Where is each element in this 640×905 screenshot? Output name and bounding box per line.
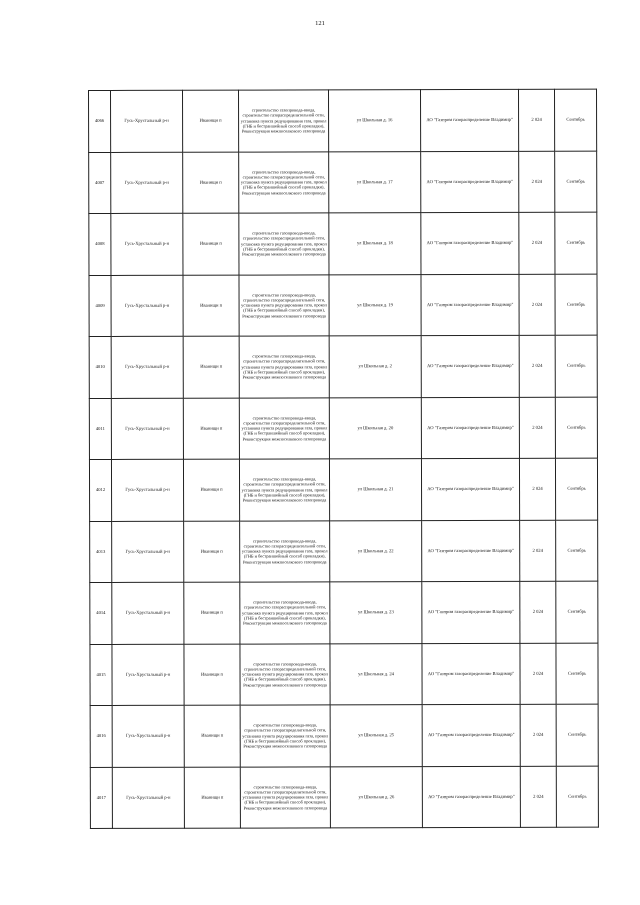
organization-cell: АО "Газпром газораспределение Владимир" [421, 335, 519, 397]
organization-cell: АО "Газпром газораспределение Владимир" [422, 704, 520, 766]
organization-cell: АО "Газпром газораспределение Владимир" [421, 212, 519, 274]
month-cell: Сентябрь [555, 151, 597, 213]
row-number-cell: 4017 [90, 767, 112, 829]
row-number-cell: 4012 [89, 459, 111, 521]
gasification-table [88, 89, 599, 829]
district-cell: Гусь-Хрустальный р-н [112, 644, 184, 706]
work-description-cell: строительство газопровода-ввода, строительство газораспределительной сети, установка пункта редуцирования газа, прокол (ГНБ и бестраншейный способ прокладки), Реконструкция межпоселкового газопровода [239, 90, 329, 152]
year-cell: 2 024 [520, 704, 556, 766]
table-row [89, 151, 597, 214]
year-cell: 2 024 [520, 643, 556, 705]
table-row [90, 766, 598, 829]
settlement-cell: Иванищи п [184, 644, 240, 706]
district-cell: Гусь-Хрустальный р-н [112, 767, 184, 829]
settlement-cell: Иванищи п [183, 90, 239, 152]
year-cell: 2 024 [519, 458, 555, 520]
district-cell: Гусь-Хрустальный р-н [111, 90, 183, 152]
table-row [89, 335, 597, 398]
year-cell: 2 024 [519, 151, 555, 213]
table-row [89, 397, 597, 460]
settlement-cell: Иванищи п [184, 705, 240, 767]
address-cell: ул Школьная д. 22 [330, 520, 422, 582]
address-cell: ул Школьная д. 19 [329, 274, 421, 336]
month-cell: Сентябрь [556, 581, 598, 643]
year-cell: 2 024 [519, 212, 555, 274]
address-cell: ул Школьная д. 18 [329, 213, 421, 275]
organization-cell: АО "Газпром газораспределение Владимир" [421, 397, 519, 459]
month-cell: Сентябрь [556, 704, 598, 766]
settlement-cell: Иванищи п [183, 336, 239, 398]
address-cell: ул Школьная д. 26 [330, 766, 422, 828]
settlement-cell: Иванищи п [183, 275, 239, 337]
organization-cell: АО "Газпром газораспределение Владимир" [422, 581, 520, 643]
organization-cell: АО "Газпром газораспределение Владимир" [421, 151, 519, 213]
month-cell: Сентябрь [556, 520, 598, 582]
district-cell: Гусь-Хрустальный р-н [112, 521, 184, 583]
work-description-cell: строительство газопровода-ввода, строительство газораспределительной сети, установка пункта редуцирования газа, прокол (ГНБ и бестраншейный способ прокладки), Реконструкция межпоселкового газопровода [239, 397, 329, 459]
organization-cell: АО "Газпром газораспределение Владимир" [422, 520, 520, 582]
year-cell: 2 024 [520, 520, 556, 582]
address-cell: ул Школьная д. 20 [329, 397, 421, 459]
work-description-cell: строительство газопровода-ввода, строительство газораспределительной сети, установка пункта редуцирования газа, прокол (ГНБ и бестраншейный способ прокладки), Реконструкция межпоселкового газопровода [239, 336, 329, 398]
table-body [89, 89, 599, 828]
month-cell: Сентябрь [555, 397, 597, 459]
work-description-cell: строительство газопровода-ввода, строительство газораспределительной сети, установка пункта редуцирования газа, прокол (ГНБ и бестраншейный способ прокладки), Реконструкция межпоселкового газопровода [239, 274, 329, 336]
work-description-cell: строительство газопровода-ввода, строительство газораспределительной сети, установка пункта редуцирования газа, прокол (ГНБ и бестраншейный способ прокладки), Реконструкция межпоселкового газопровода [239, 151, 329, 213]
organization-cell: АО "Газпром газораспределение Владимир" [421, 458, 519, 520]
row-number-cell: 4011 [89, 398, 111, 460]
settlement-cell: Иванищи п [184, 582, 240, 644]
table-row [90, 643, 598, 706]
district-cell: Гусь-Хрустальный р-н [111, 336, 183, 398]
settlement-cell: Иванищи п [183, 152, 239, 214]
row-number-cell: 4016 [90, 705, 112, 767]
work-description-cell: строительство газопровода-ввода, строительство газораспределительной сети, установка пункта редуцирования газа, прокол (ГНБ и бестраншейный способ прокладки), Реконструкция межпоселкового газопровода [240, 766, 330, 828]
month-cell: Сентябрь [555, 458, 597, 520]
district-cell: Гусь-Хрустальный р-н [111, 398, 183, 460]
page-number: 121 [315, 20, 325, 27]
settlement-cell: Иванищи п [184, 767, 240, 829]
district-cell: Гусь-Хрустальный р-н [112, 705, 184, 767]
year-cell: 2 024 [519, 397, 555, 459]
district-cell: Гусь-Хрустальный р-н [111, 275, 183, 337]
work-description-cell: строительство газопровода-ввода, строительство газораспределительной сети, установка пункта редуцирования газа, прокол (ГНБ и бестраншейный способ прокладки), Реконструкция межпоселкового газопровода [239, 459, 329, 521]
year-cell: 2 024 [519, 335, 555, 397]
settlement-cell: Иванищи п [183, 398, 239, 460]
district-cell: Гусь-Хрустальный р-н [112, 582, 184, 644]
work-description-cell: строительство газопровода-ввода, строительство газораспределительной сети, установка пункта редуцирования газа, прокол (ГНБ и бестраншейный способ прокладки), Реконструкция межпоселкового газопровода [240, 582, 330, 644]
organization-cell: АО "Газпром газораспределение Владимир" [422, 643, 520, 705]
month-cell: Сентябрь [554, 89, 596, 151]
month-cell: Сентябрь [555, 212, 597, 274]
address-cell: ул Школьная д. 25 [330, 705, 422, 767]
year-cell: 2 024 [518, 89, 554, 151]
row-number-cell: 4066 [89, 90, 111, 152]
row-number-cell: 4010 [89, 336, 111, 398]
settlement-cell: Иванищи п [184, 521, 240, 583]
month-cell: Сентябрь [556, 643, 598, 705]
address-cell: ул Школьная д. 24 [330, 643, 422, 705]
year-cell: 2 024 [520, 581, 556, 643]
month-cell: Сентябрь [555, 335, 597, 397]
table-row [90, 581, 598, 644]
district-cell: Гусь-Хрустальный р-н [111, 152, 183, 214]
address-cell: ул Школьная д. 16 [329, 90, 421, 152]
work-description-cell: строительство газопровода-ввода, строительство газораспределительной сети, установка пункта редуцирования газа, прокол (ГНБ и бестраншейный способ прокладки), Реконструкция межпоселкового газопровода [240, 705, 330, 767]
work-description-cell: строительство газопровода-ввода, строительство газораспределительной сети, установка пункта редуцирования газа, прокол (ГНБ и бестраншейный способ прокладки), Реконструкция межпоселкового газопровода [239, 213, 329, 275]
row-number-cell: 4009 [89, 275, 111, 337]
work-description-cell: строительство газопровода-ввода, строительство газораспределительной сети, установка пункта редуцирования газа, прокол (ГНБ и бестраншейный способ прокладки), Реконструкция межпоселкового газопровода [240, 520, 330, 582]
table-row [89, 458, 597, 521]
organization-cell: АО "Газпром газораспределение Владимир" [421, 89, 519, 151]
address-cell: ул Школьная д. 21 [329, 459, 421, 521]
address-cell: ул Школьная д. 23 [330, 582, 422, 644]
settlement-cell: Иванищи п [183, 213, 239, 275]
year-cell: 2 024 [520, 766, 556, 828]
address-cell: ул Школьная д. 17 [329, 151, 421, 213]
table-row [89, 89, 597, 152]
row-number-cell: 4015 [90, 644, 112, 706]
organization-cell: АО "Газпром газораспределение Владимир" [422, 766, 520, 828]
address-cell: ул Школьная д. 2 [329, 336, 421, 398]
organization-cell: АО "Газпром газораспределение Владимир" [421, 274, 519, 336]
table-container [88, 89, 598, 828]
month-cell: Сентябрь [555, 274, 597, 336]
district-cell: Гусь-Хрустальный р-н [111, 459, 183, 521]
row-number-cell: 4014 [90, 582, 112, 644]
year-cell: 2 024 [519, 274, 555, 336]
month-cell: Сентябрь [556, 766, 598, 828]
row-number-cell: 4008 [89, 213, 111, 275]
table-row [89, 274, 597, 337]
table-row [90, 704, 598, 767]
row-number-cell: 4013 [90, 521, 112, 583]
work-description-cell: строительство газопровода-ввода, строительство газораспределительной сети, установка пункта редуцирования газа, прокол (ГНБ и бестраншейный способ прокладки), Реконструкция межпоселкового газопровода [240, 643, 330, 705]
table-row [89, 212, 597, 275]
row-number-cell: 4007 [89, 152, 111, 214]
district-cell: Гусь-Хрустальный р-н [111, 213, 183, 275]
settlement-cell: Иванищи п [183, 459, 239, 521]
table-row [90, 520, 598, 583]
